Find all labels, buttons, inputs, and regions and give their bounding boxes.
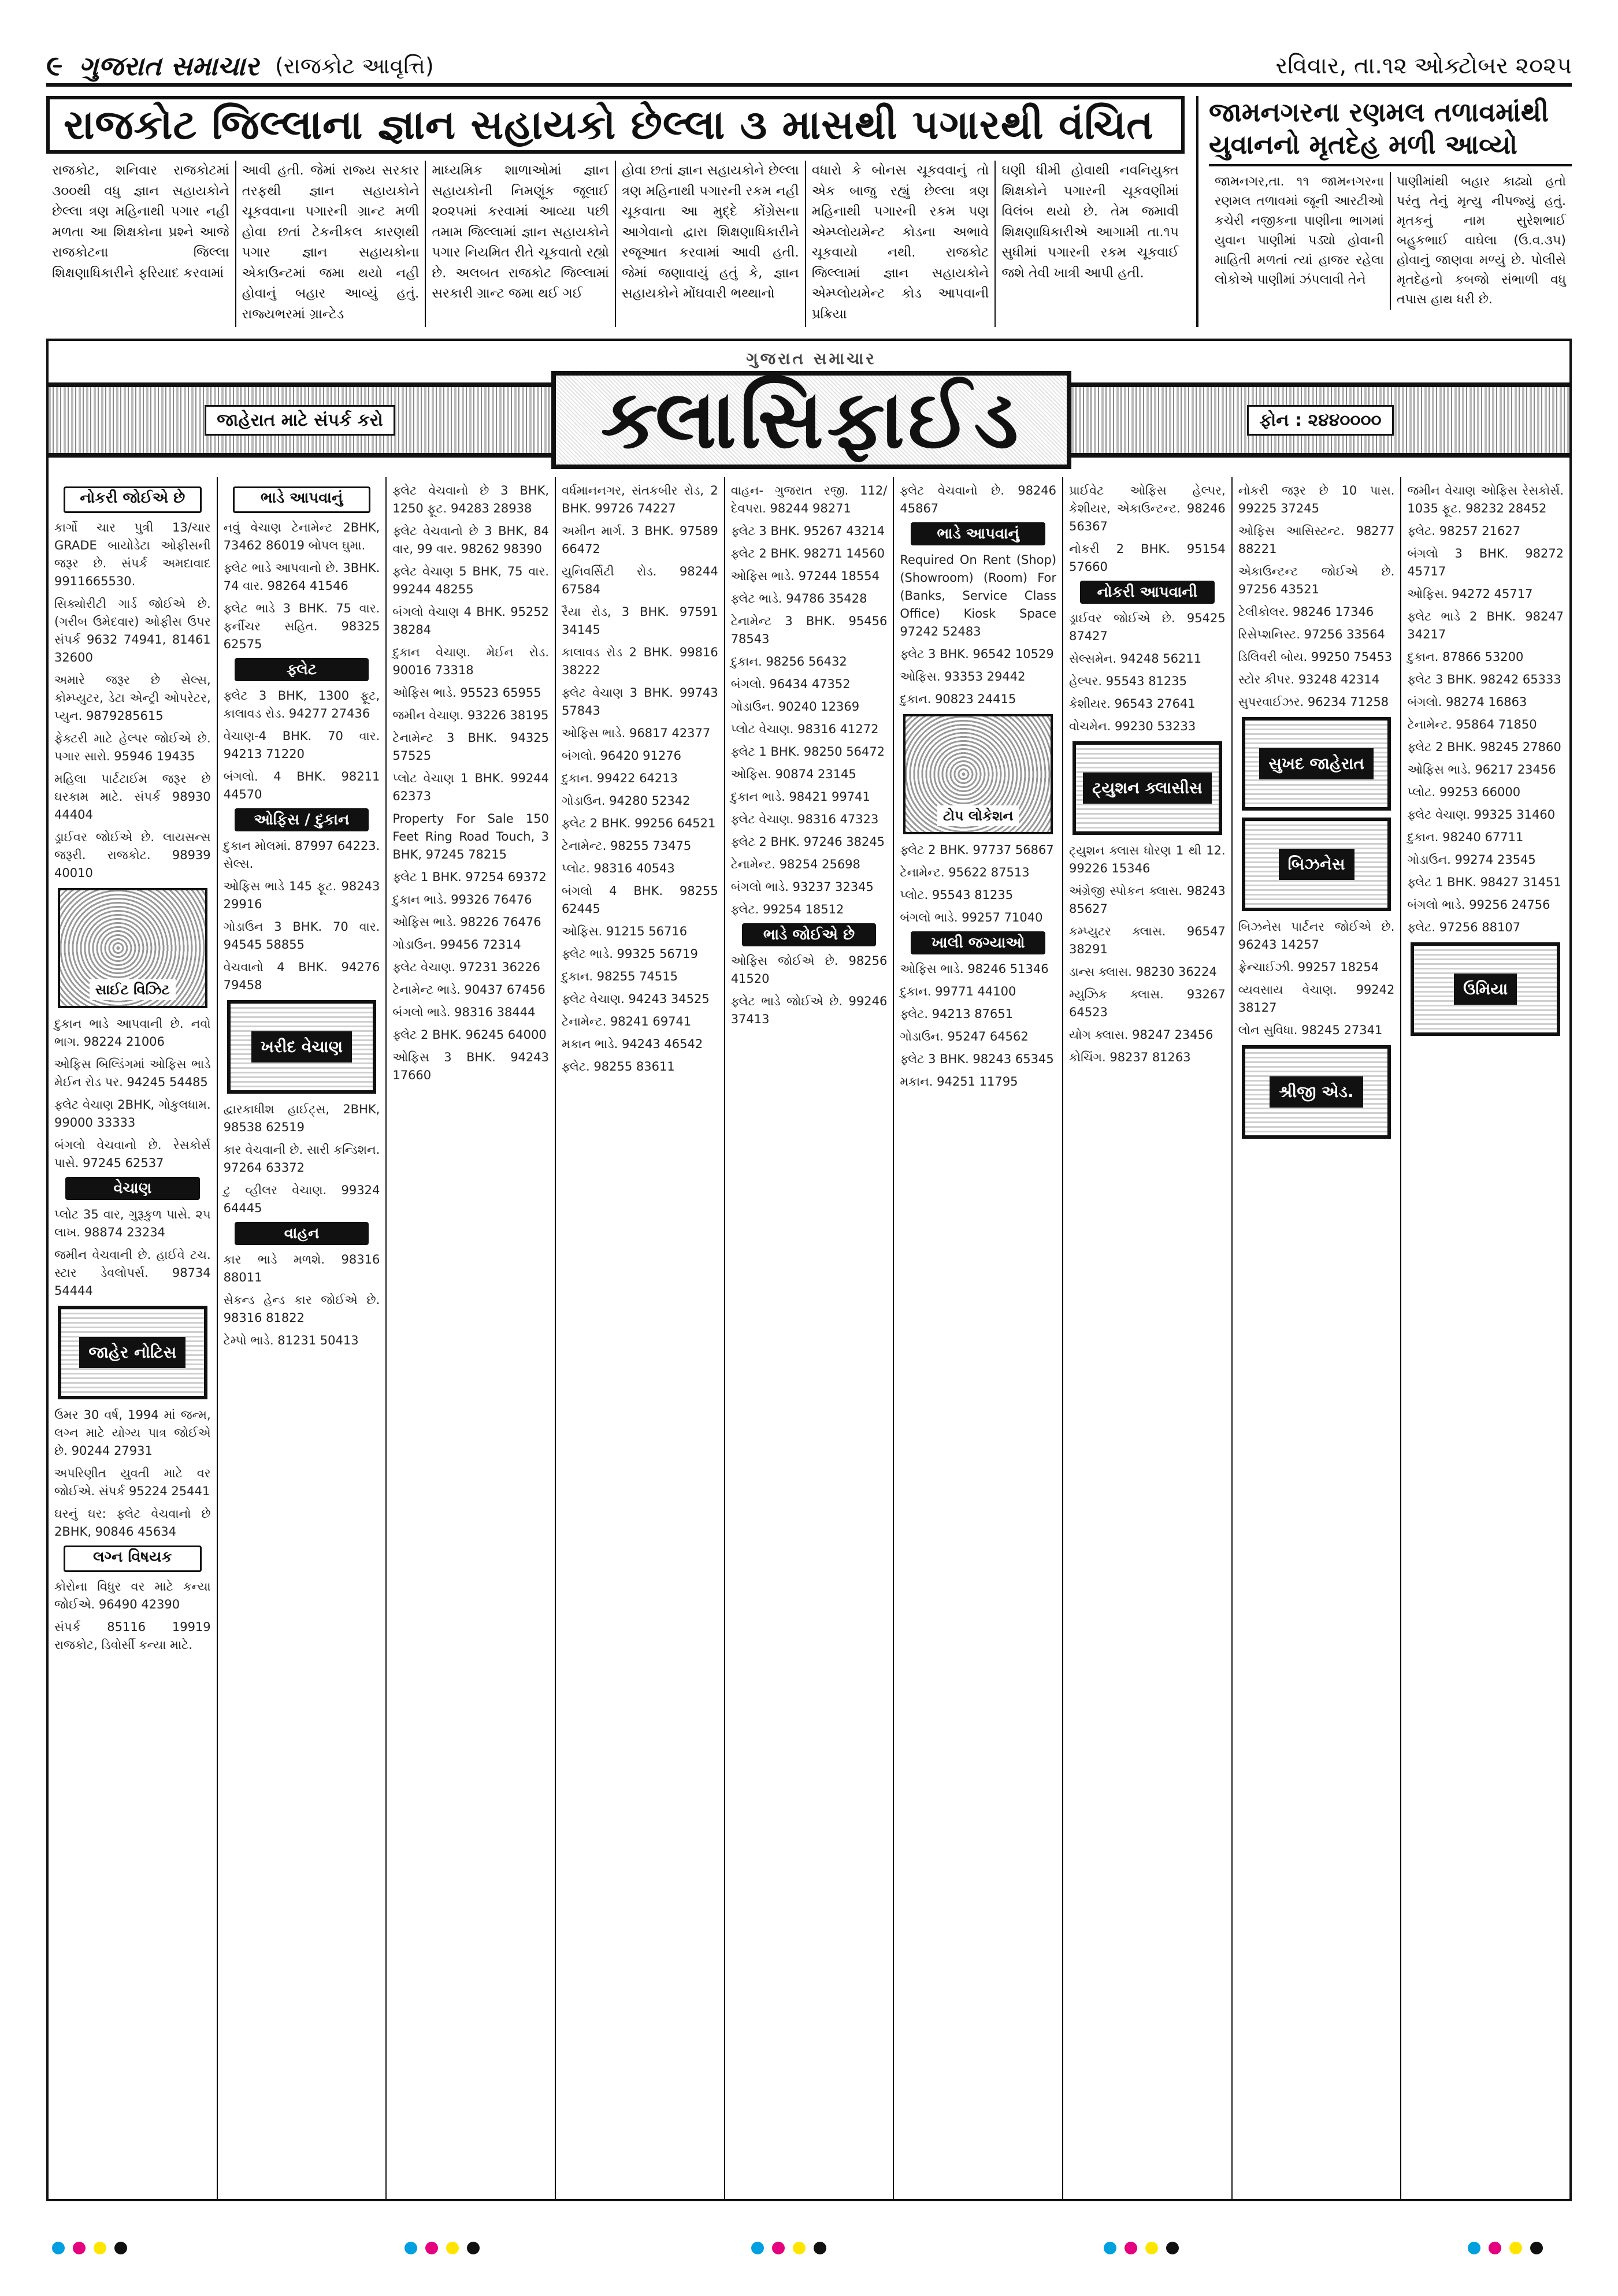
story-column: હોવા છતાં જ્ઞાન સહાયકોને છેલ્લા ત્રણ મહિનાથી પગારની રકમ નહી ચૂકવાતા આ મુદ્દે કોંગ્રેસના આગેવાનો દ્વારા શિક્ષણાધિકારીને રજૂઆત કરવામાં આવી હતી. જેમાં જણાવાયું હતું કે, જ્ઞાન સહાયકોને મોંઘવારી ભથ્થાનો — [616, 161, 806, 327]
classified-ad: દુકાન મોલમાં. 87997 64223. સેલ્સ. — [223, 839, 380, 871]
classified-ad: સેલ્સમેન. 94248 56211 — [1069, 652, 1202, 666]
classified-ad: ફ્લેટ 1 BHK. 98250 56472 — [730, 745, 885, 759]
yellow-dot — [1509, 2242, 1522, 2254]
classified-ad: ફ્લેટ વેચવાનો છે 3 BHK, 1250 ફૂટ. 94283 28938 — [392, 484, 550, 515]
classified-ad: ઓફિસ. 94272 45717 — [1407, 587, 1533, 601]
classified-title: ક્લાસિફાઈડ — [600, 373, 1022, 467]
classified-ad: જમીન વેચવાની છે. હાઈવે ટચ. સ્ટાર ડેવલોપર્સ. 98734 54444 — [54, 1248, 211, 1298]
classified-ad: એકાઉન્ટન્ટ જોઈએ છે. 97256 43521 — [1238, 564, 1395, 596]
classified-ad: ટેનામેન્ટ. 98241 69741 — [562, 1015, 692, 1028]
cyan-dot — [751, 2242, 764, 2254]
classified-ad: ટ્યુશન ક્લાસ ધોરણ 1 થી 12. 99226 15346 — [1069, 844, 1226, 875]
display-ad-label: જાહેર નોટિસ — [79, 1337, 185, 1368]
classified-ad: ટેલીકોલર. 98246 17346 — [1238, 605, 1374, 619]
classified-ad: બંગલો વેચાણ 4 BHK. 95252 38284 — [392, 605, 550, 637]
side-story-body — [1209, 172, 1572, 310]
classified-ad: ફ્લેટ વેચાણ. 97231 36226 — [392, 960, 541, 974]
section-heading: ભાડે જોઈએ છે — [742, 923, 877, 946]
classified-ad: બંગલો 4 BHK. 98255 62445 — [562, 884, 718, 916]
classified-ad: ફ્લેટ 3 BHK, 1300 ફૂટ, કાલાવડ રોડ. 94277 27436 — [223, 689, 380, 720]
classified-column — [49, 477, 218, 2199]
classified-ad: રિસેપ્શનિસ્ટ. 97256 33564 — [1238, 627, 1385, 641]
classified-ad: ડ્રાઈવર જોઈએ છે. લાયસન્સ જરૂરી. રાજકોટ. 98939 40010 — [54, 830, 211, 880]
paper-name: ગુજરાત સમાચાર — [79, 50, 259, 81]
cyan-dot — [1468, 2242, 1480, 2254]
section-heading: વાહન — [235, 1222, 369, 1245]
classified-ad: બંગલો ભાડે. 99256 24756 — [1407, 898, 1550, 912]
registration-marks — [1104, 2242, 1179, 2254]
classified-ad: દુકાન ભાડે. 99326 76476 — [392, 893, 532, 906]
side-story — [1196, 96, 1572, 327]
band-left-label: જાહેરાત માટે સંપર્ક કરો — [205, 405, 395, 436]
classified-ad: પ્લોટ. 98316 40543 — [562, 861, 675, 875]
band-right-label: ફોન : ૨૪૪૦૦૦૦ — [1247, 405, 1393, 436]
classified-column — [1401, 477, 1569, 2199]
display-ad-label: સુખદ જાહેરાત — [1259, 748, 1374, 779]
classified-ad: સ્ટોર કીપર. 93248 42314 — [1238, 673, 1380, 686]
classified-ad: નોકરી 2 BHK. 95154 57660 — [1069, 542, 1226, 574]
classified-ad: ફ્લેટ 3 BHK. 98243 65345 — [900, 1052, 1054, 1066]
classified-column — [1233, 477, 1402, 2199]
classified-ad: ટેનામેન્ટ. 95622 87513 — [900, 865, 1030, 879]
display-ad-label: શ્રીજી એડ. — [1270, 1076, 1363, 1108]
classified-ad: ઘરનું ઘર: ફ્લેટ વેચવાનો છે 2BHK, 90846 45634 — [54, 1507, 211, 1539]
classified-ad: ગોડાઉન 3 BHK. 70 વાર. 94545 58855 — [223, 920, 380, 952]
newspaper-page — [46, 40, 1572, 2259]
display-ad — [1242, 1045, 1391, 1139]
section-heading: ભાડે આપવાનું — [911, 522, 1045, 545]
classified-ad: ફ્લેટ 3 BHK. 98242 65333 — [1407, 673, 1561, 686]
classified-ad: પ્લોટ વેચાણ. 98316 41272 — [730, 722, 879, 736]
classified-ad: ફ્લેટ વેચાણ. 94243 34525 — [562, 992, 710, 1006]
classified-ad: કોરોના વિધુર વર માટે કન્યા જોઈએ. 96490 42390 — [54, 1580, 211, 1611]
classified-ad: ઓફિસ આસિસ્ટન્ટ. 98277 88221 — [1238, 524, 1395, 556]
classified-ad: બંગલો ભાડે. 99257 71040 — [900, 911, 1043, 924]
classified-ad: ફ્લેટ ભાડે. 99325 56719 — [562, 947, 698, 961]
display-ad — [1411, 942, 1560, 1036]
classified-ad: હેલ્પર. 95543 81235 — [1069, 674, 1187, 688]
classified-ad: ઓફિસ જોઈએ છે. 98256 41520 — [730, 954, 888, 986]
story-column: ઘણી ધીમી હોવાથી નવનિયુક્ત શિક્ષકોને પગારની ચૂકવણીમાં વિલંબ થયો છે. તેમ જમાવી શિક્ષણાધિકારીએ આગામી તા.૧૫ સુધીમાં પગારની રકમ ચૂકવાઈ જશે તેવી ખાત્રી આપી હતી. — [1001, 163, 1179, 281]
classified-ad: દુકાન ભાડે આપવાની છે. નવો ભાગ. 98224 21006 — [54, 1017, 211, 1049]
classified-ad: યુનિવર્સિટી રોડ. 98244 67584 — [562, 564, 718, 596]
classified-title-box — [551, 371, 1071, 469]
classified-ad: ફ્લેટ. 94213 87651 — [900, 1007, 1014, 1021]
classified-ad: મ્યુઝિક ક્લાસ. 93267 64523 — [1069, 987, 1226, 1019]
story-column: આવી હતી. જેમાં રાજ્ય સરકાર તરફથી જ્ઞાન સહાયકોને ચૂકવવાના પગારની ગ્રાન્ટ મળી હોવા છતાં ટેકનીકલ કારણથી પગાર જ્ઞાન સહાયકોના એકાઉન્ટમાં જમા થયો નહી હોવાનું બહાર આવ્યું હતું. રાજ્યભરમાં ગ્રાન્ટેડ — [236, 161, 426, 327]
classified-ad: નવું વેચાણ ટેનામેન્ટ 2BHK, 73462 86019 બોપલ ઘુમા. — [223, 521, 380, 552]
magenta-dot — [1489, 2242, 1501, 2254]
story-column: રાજકોટ, શનિવાર રાજકોટમાં ૩૦૦થી વધુ જ્ઞાન સહાયકોને છેલ્લા ત્રણ મહિનાથી પગાર નહી મળતા આ શિક્ષકોના પ્રશ્ને આજે રાજકોટના જિલ્લા શિક્ષણાધિકારીને ફરિયાદ કરવામાં — [46, 161, 236, 327]
classified-ad: અમારે જરૂર છે સેલ્સ, કોમ્પ્યુટર, ડેટા એન્ટ્રી ઓપરેટર, પ્યુન. 9879285615 — [54, 673, 211, 723]
news-strip — [46, 96, 1572, 327]
section-heading: વેચાણ — [65, 1177, 200, 1200]
classified-column — [1063, 477, 1233, 2199]
classified-ad: મહિલા પાર્ટટાઈમ જરૂર છે ઘરકામ માટે. સંપર્ક 98930 44404 — [54, 772, 211, 822]
classified-ad: દુકાન ભાડે. 98421 99741 — [730, 790, 870, 804]
classified-ad: વેચવાનો 4 BHK. 94276 79458 — [223, 960, 380, 992]
classified-ad: ઓફિસ ભાડે. 97244 18554 — [730, 569, 879, 583]
classified-ad: ગોડાઉન. 99274 23545 — [1407, 853, 1536, 867]
classified-ad: ફ્રેન્ચાઈઝી. 99257 18254 — [1238, 960, 1379, 974]
classified-ad: કાર વેચવાની છે. સારી કન્ડિશન. 97264 63372 — [223, 1143, 380, 1175]
classified-ad: સુપરવાઈઝર. 96234 71258 — [1238, 695, 1389, 709]
classified-ad: કાર ભાડે મળશે. 98316 88011 — [223, 1253, 380, 1284]
classified-ad: ઓફિસ ભાડે. 95523 65955 — [392, 686, 541, 700]
classified-ad: નોકરી જરૂર છે 10 પાસ. 99225 37245 — [1238, 484, 1395, 515]
magenta-dot — [772, 2242, 785, 2254]
classified-ad: ડ્રાઈવર જોઈએ છે. 95425 87427 — [1069, 611, 1226, 643]
classified-ad: ઓફિસ ભાડે. 98226 76476 — [392, 915, 541, 929]
story-column: વધારો કે બોનસ ચૂકવવાનું તો એક બાજુ રહ્યું છેલ્લા ત્રણ મહિનાથી પગારની રકમ પણ એમ્પ્લોયમેન્ટ કોડના અભાવે ચૂકવાયો નથી. રાજકોટ જિલ્લામાં જ્ઞાન સહાયકોને એમ્પ્લોયમેન્ટ કોડ આપવાની પ્રક્રિયા — [806, 161, 996, 327]
classified-ad: ગોડાઉન. 95247 64562 — [900, 1030, 1029, 1043]
section-heading: ભાડે આપવાનું — [233, 486, 371, 513]
display-ad-label: ઉમિયા — [1454, 974, 1517, 1005]
classified-ad: ફ્લેટ વેચાણ 2BHK, ગોકુલધામ. 99000 33333 — [54, 1098, 211, 1130]
classified-ad: ફ્લેટ વેચાણ. 99325 31460 — [1407, 808, 1556, 822]
classified-ad: ફ્લેટ 3 BHK. 95267 43214 — [730, 524, 885, 538]
classified-band-left — [49, 382, 551, 458]
classified-ad: વર્ધમાનનગર, સંતકબીર રોડ, 2 BHK. 99726 74227 — [562, 484, 718, 515]
classified-ad: કોચિંગ. 98237 81263 — [1069, 1050, 1191, 1064]
classified-ad: ફ્લેટ 3 BHK. 96542 10529 — [900, 647, 1054, 661]
page-number: ૯ — [46, 50, 63, 82]
display-ad — [227, 1000, 377, 1094]
display-ad — [58, 1306, 207, 1399]
yellow-dot — [94, 2242, 106, 2254]
classified-ad: દુકાન. 98256 56432 — [730, 655, 847, 668]
section-heading: નોકરી જોઈએ છે — [64, 486, 202, 513]
issue-date: રવિવાર, તા.૧૨ ઓક્ટોબર ૨૦૨૫ — [1275, 53, 1572, 79]
main-headline: રાજકોટ જિલ્લાના જ્ઞાન સહાયકો છેલ્લા ૩ માસથી પગારથી વંચિત — [46, 96, 1185, 154]
classified-ad: પ્રાઈવેટ ઓફિસ હેલ્પર, કેશીયર, એકાઉન્ટન્ટ. 98246 56367 — [1069, 484, 1226, 533]
classified-ad: ફ્લેટ. 97256 88107 — [1407, 920, 1521, 934]
classified-ad: ઓફિસ. 91215 56716 — [562, 924, 688, 938]
classified-ad: બંગલો. 98274 16863 — [1407, 695, 1527, 709]
classified-ad: ફ્લેટ 2 BHK. 97737 56867 — [900, 843, 1054, 857]
classified-ad: ઓફિસ ભાડે 145 ફૂટ. 98243 29916 — [223, 879, 380, 911]
classified-section — [46, 339, 1572, 2201]
classified-ad: અંગ્રેજી સ્પોકન ક્લાસ. 98243 85627 — [1069, 884, 1226, 916]
classified-ad: જમીન વેચાણ. 93226 38195 — [392, 708, 549, 722]
classified-ad: કેશીયર. 96543 27641 — [1069, 697, 1196, 711]
display-ad — [1073, 741, 1222, 835]
classified-ad: ફ્લેટ. 98257 21627 — [1407, 524, 1521, 538]
classified-ad: કાર્ગો ચાર પુત્રી 13/ચાર GRADE બાયોડેટા ઓફીસની જરૂર છે. સંપર્ક અમદાવાદ 9911665530. — [54, 521, 211, 588]
classified-ad: ટેનામેન્ટ. 95864 71850 — [1407, 718, 1537, 731]
classified-ad: દ્વારકાધીશ હાઈટ્સ, 2BHK, 98538 62519 — [223, 1102, 380, 1134]
classified-ad: Property For Sale 150 Feet Ring Road Touch, 3 BHK, 97245 78215 — [392, 812, 550, 861]
classified-ad: બંગલો ભાડે. 93237 32345 — [730, 880, 874, 894]
classified-ad: ઉમર 30 વર્ષ, 1994 માં જન્મ, લગ્ન માટે યોગ્ય પાત્ર જોઈએ છે. 90244 27931 — [54, 1408, 211, 1458]
classified-ad: ઓફિસ. 93353 29442 — [900, 670, 1026, 683]
classified-ad: ફ્લેટ 1 BHK. 97254 69372 — [392, 870, 547, 884]
classified-ad: વોચમેન. 99230 53233 — [1069, 719, 1196, 733]
classified-ad: ફ્લેટ 2 BHK. 98245 27860 — [1407, 740, 1561, 754]
classified-ad: ટુ વ્હીલર વેચાણ. 99324 64445 — [223, 1183, 380, 1215]
classified-ad: બંગલો. 96434 47352 — [730, 677, 851, 691]
classified-ad: ફ્લેટ વેચવાનો છે. 98246 45867 — [900, 484, 1057, 515]
classified-ad: અમીન માર્ગ. 3 BHK. 97589 66472 — [562, 524, 718, 556]
story-column: જામનગર,તા. ૧૧ જામનગરના રણમલ તળાવમાં જૂની આરટીઓ કચેરી નજીકના પાણીના ભાગમાં યુવાન પાણીમાં પડ્યો હોવાની માહિતી મળતાં ત્યાં હાજર રહેલા લોકોએ પાણીમાં ઝંપલાવી તેને — [1209, 172, 1391, 310]
display-ad-label: ટ્યુશન ક્લાસીસ — [1083, 772, 1211, 804]
classified-ad: ટેનામેન્ટ. 98254 25698 — [730, 857, 860, 871]
classified-ad: ગોડાઉન. 94280 52342 — [562, 794, 691, 808]
yellow-dot — [446, 2242, 459, 2254]
classified-ad: ટેનામેન્ટ 3 BHK. 95456 78543 — [730, 614, 888, 646]
classified-ad: ફ્લેટ ભાડે આપવાનો છે. 3BHK. 74 વાર. 98264 41546 — [223, 561, 380, 593]
classified-ad: દુકાન. 90823 24415 — [900, 692, 1016, 706]
classified-band-right — [1071, 382, 1569, 458]
classified-ad: પ્લોટ 35 વાર, ગુરૂકુળ પાસે. ૨૫ લાખ. 98874 23234 — [54, 1208, 211, 1239]
classified-ad: ફ્લેટ વેચાણ 5 BHK, 75 વાર. 99244 48255 — [392, 564, 550, 596]
classified-ad: ફેક્ટરી માટે હેલ્પર જોઈએ છે. પગાર સારો. 95946 19435 — [54, 731, 211, 763]
classified-ad: મકાન. 94251 11795 — [900, 1075, 1018, 1088]
classified-ad: ફ્લેટ 2 BHK. 96245 64000 — [392, 1028, 547, 1042]
story-column: પાણીમાંથી બહાર કાઢ્યો હતો પરંતુ તેનું મૃત્યુ નીપજ્યું હતું. મૃતકનું નામ સુરેશભાઈ બહુકભાઈ વાઘેલા (ઉ.વ.૩૫) હોવાનું જાણવા મળ્યું છે. પોલીસે મૃતદેહનો કબજો સંભાળી વધુ તપાસ હાથ ધરી છે. — [1397, 174, 1566, 307]
classified-ad: જમીન વેચાણ ઓફિસ રેસકોર્સ. 1035 ફૂટ. 98232 28452 — [1407, 484, 1564, 515]
edition-label: (રાજકોટ આવૃત્તિ) — [274, 53, 434, 79]
classified-ad: Required On Rent (Shop) (Showroom) (Room) For (Banks, Service Class Office) Kiosk Space 97242 52483 — [900, 553, 1057, 638]
section-heading: ઓફિસ / દુકાન — [235, 808, 369, 831]
classified-ad: ટેનામેન્ટ. 98255 73475 — [562, 839, 692, 853]
classified-ad: ઓફિસ. 90874 23145 — [730, 767, 856, 781]
black-dot — [1166, 2242, 1179, 2254]
black-dot — [814, 2242, 826, 2254]
classified-ad: ફ્લેટ વેચાણ 3 BHK. 99743 57843 — [562, 686, 718, 718]
classified-ad: લોન સુવિધા. 98245 27341 — [1238, 1023, 1383, 1037]
magenta-dot — [425, 2242, 438, 2254]
cyan-dot — [1104, 2242, 1116, 2254]
masthead — [46, 40, 1572, 87]
classified-column — [725, 477, 895, 2199]
classified-ad: સેકન્ડ હેન્ડ કાર જોઈએ છે. 98316 81822 — [223, 1293, 380, 1325]
classified-ad: દુકાન. 87866 53200 — [1407, 650, 1524, 664]
classified-ad: કાલાવડ રોડ 2 BHK. 99816 38222 — [562, 645, 718, 677]
side-headline: જામનગરના રણમલ તળાવમાંથી યુવાનનો મૃતદેહ મળી આવ્યો — [1209, 96, 1572, 166]
registration-marks — [404, 2242, 480, 2254]
cyan-dot — [404, 2242, 417, 2254]
classified-ad: ઓફિસ ભાડે. 96217 23456 — [1407, 763, 1556, 777]
classified-ad: બંગલો. 4 BHK. 98211 44570 — [223, 770, 380, 801]
classified-ad: ડાન્સ ક્લાસ. 98230 36224 — [1069, 965, 1217, 979]
classified-ad: પ્લોટ વેચાણ 1 BHK. 99244 62373 — [392, 771, 550, 803]
classified-column — [218, 477, 387, 2199]
classified-columns — [49, 477, 1569, 2199]
story-column: માધ્યમિક શાળાઓમાં જ્ઞાન સહાયકોની નિમણૂંક જૂલાઈ ૨૦૨૫માં કરવામાં આવ્યા પછી તમામ જિલ્લામાં જ્ઞાન સહાયકોને પગાર નિયમિત રીતે ચૂકવાતો રહ્યો છે. અલબત રાજકોટ જિલ્લામાં સરકારી ગ્રાન્ટ જમા થઈ ગઈ — [426, 161, 616, 327]
magenta-dot — [1125, 2242, 1137, 2254]
classified-ad: બિઝનેસ પાર્ટનર જોઈએ છે. 96243 14257 — [1238, 920, 1395, 952]
masthead-left — [46, 49, 434, 83]
classified-ad: ડિલિવરી બોય. 99250 75453 — [1238, 650, 1393, 664]
photo-ad — [58, 888, 207, 1008]
classified-ad: દુકાન. 99422 64213 — [562, 771, 678, 785]
classified-ad: કમ્પ્યુટર ક્લાસ. 96547 38291 — [1069, 924, 1226, 956]
classified-ad: ગોડાઉન. 99456 72314 — [392, 938, 521, 952]
classified-ad: ઓફિસ 3 BHK. 94243 17660 — [392, 1050, 550, 1082]
classified-ad: પ્લોટ. 95543 81235 — [900, 888, 1014, 902]
yellow-dot — [1145, 2242, 1158, 2254]
classified-column — [387, 477, 556, 2199]
classified-ad: ટેમ્પો ભાડે. 81231 50413 — [223, 1333, 359, 1347]
classified-ad: ફ્લેટ ભાડે 2 BHK. 98247 34217 — [1407, 610, 1564, 641]
magenta-dot — [73, 2242, 86, 2254]
classified-ad: સંપર્ક 85116 19919 રાજકોટ, ડિવોર્સી કન્યા માટે. — [54, 1620, 211, 1652]
classified-ad: પ્લોટ. 99253 66000 — [1407, 785, 1521, 799]
classified-ad: ફ્લેટ વેચાણ. 98316 47323 — [730, 812, 879, 826]
section-heading: નોકરી આપવાની — [1080, 581, 1215, 604]
classified-column — [556, 477, 725, 2199]
photo-ad-label: સાઈટ વિઝિટ — [90, 979, 176, 1000]
classified-ad: વાહન- ગુજરાત રજી. 112/ દેવપરા. 98244 98271 — [730, 484, 888, 515]
cyan-dot — [52, 2242, 65, 2254]
section-heading: ફ્લેટ — [235, 658, 369, 681]
classified-ad: બંગલો વેચવાનો છે. રેસકોર્સ પાસે. 97245 62537 — [54, 1138, 211, 1170]
classified-column — [894, 477, 1063, 2199]
classified-ad: ફ્લેટ. 99254 18512 — [730, 902, 844, 916]
classified-ad: ફ્લેટ ભાડે. 94786 35428 — [730, 592, 867, 605]
classified-ad: વ્યવસાય વેચાણ. 99242 38127 — [1238, 983, 1395, 1015]
classified-ad: મકાન ભાડે. 94243 46542 — [562, 1037, 703, 1051]
display-ad-label: ખરીદ વેચાણ — [251, 1031, 352, 1062]
classified-ad: ગોડાઉન. 90240 12369 — [730, 700, 860, 714]
classified-ad: ફ્લેટ 2 BHK. 98271 14560 — [730, 547, 885, 560]
classified-brand: ગુજરાત સમાચાર — [746, 349, 877, 368]
classified-ad: યોગ ક્લાસ. 98247 23456 — [1069, 1028, 1214, 1042]
black-dot — [467, 2242, 480, 2254]
classified-ad: ટેનામેન્ટ ભાડે. 90437 67456 — [392, 983, 545, 997]
classified-ad: ફ્લેટ 2 BHK. 97246 38245 — [730, 835, 885, 849]
classified-ad: દુકાન. 99771 44100 — [900, 984, 1016, 998]
registration-marks — [751, 2242, 826, 2254]
display-ad — [1242, 818, 1391, 911]
classified-ad: ફ્લેટ ભાડે જોઈએ છે. 99246 37413 — [730, 994, 888, 1026]
classified-ad: ઓફિસ ભાડે. 98246 51346 — [900, 962, 1049, 976]
classified-ad: બંગલો 3 BHK. 98272 45717 — [1407, 547, 1564, 578]
classified-ad: ટેનામેન્ટ 3 BHK. 94325 57525 — [392, 731, 550, 763]
classified-ad: વેચાણ-4 BHK. 70 વાર. 94213 71220 — [223, 729, 380, 761]
classified-ad: અપરિણીત યુવતી માટે વર જોઈએ. સંપર્ક 95224 25441 — [54, 1466, 211, 1498]
registration-marks — [1468, 2242, 1543, 2254]
section-heading: ખાલી જગ્યાઓ — [911, 931, 1045, 954]
classified-ad: દુકાન વેચાણ. મેઈન રોડ. 90016 73318 — [392, 645, 550, 677]
classified-ad: દુકાન. 98255 74515 — [562, 969, 678, 983]
classified-ad: ફ્લેટ 2 BHK. 99256 64521 — [562, 816, 716, 830]
classified-ad: બંગલો. 96420 91276 — [562, 749, 681, 763]
photo-ad-label: ટોપ લોકેશન — [937, 805, 1019, 826]
main-story — [46, 96, 1185, 327]
classified-ad: ફ્લેટ વેચવાનો છે 3 BHK, 84 વાર, 99 વાર. 98262 98390 — [392, 524, 550, 556]
yellow-dot — [793, 2242, 806, 2254]
classified-ad: સિક્યોરીટી ગાર્ડ જોઈએ છે. (ગરીબ ઉમેદવાર) ઓફીસ ઉપર સંપર્ક 9632 74941, 81461 32600 — [54, 597, 211, 664]
display-ad-label: બિઝનેસ — [1279, 849, 1354, 880]
black-dot — [114, 2242, 127, 2254]
classified-ad: ઓફિસ બિલ્ડિંગમાં ઓફિસ ભાડે મેઈન રોડ પર. 94245 54485 — [54, 1057, 211, 1089]
display-ad — [1242, 717, 1391, 811]
classified-ad: દુકાન. 98240 67711 — [1407, 830, 1524, 844]
classified-ad: ફ્લેટ ભાડે 3 BHK. 75 વાર. ફર્નીચર સહિત. 98325 62575 — [223, 601, 380, 651]
classified-ad: રૈયા રોડ, 3 BHK. 97591 34145 — [562, 605, 718, 637]
classified-ad: બંગલો ભાડે. 98316 38444 — [392, 1005, 536, 1019]
registration-marks — [52, 2242, 127, 2254]
classified-ad: ઓફિસ ભાડે. 96817 42377 — [562, 726, 711, 740]
classified-ad: ફ્લેટ. 98255 83611 — [562, 1060, 675, 1073]
section-heading: લગ્ન વિષયક — [64, 1545, 202, 1572]
classified-ad: ફ્લેટ 1 BHK. 98427 31451 — [1407, 875, 1561, 889]
main-story-body — [46, 161, 1185, 327]
black-dot — [1530, 2242, 1543, 2254]
photo-ad — [903, 714, 1053, 834]
